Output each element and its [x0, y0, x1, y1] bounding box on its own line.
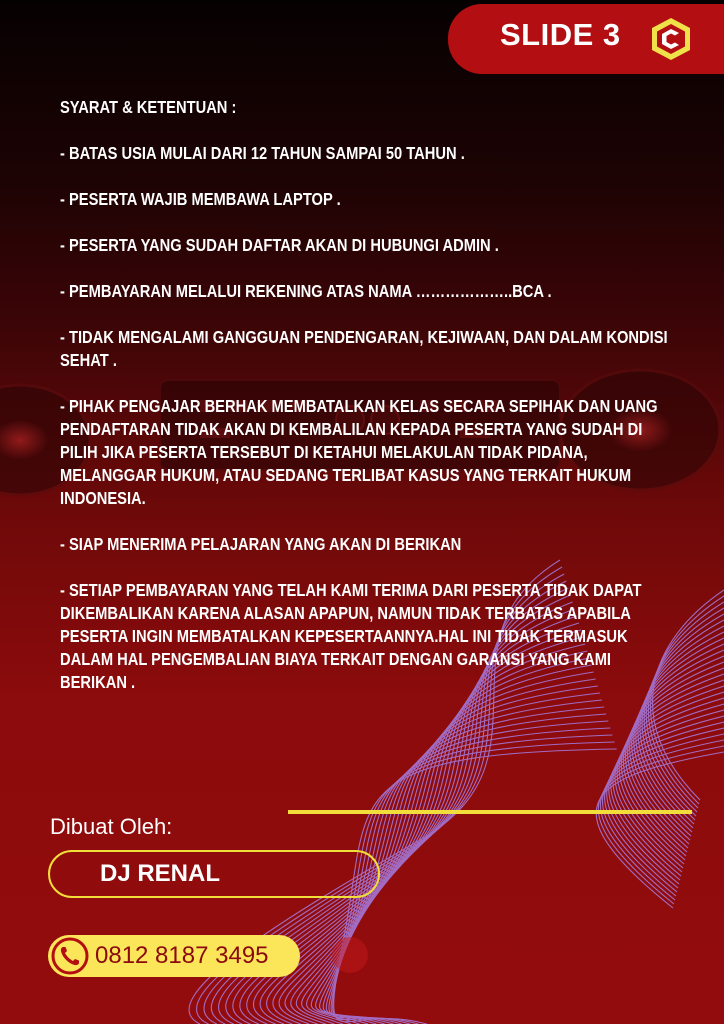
terms-item-age: - BATAS USIA MULAI DARI 12 TAHUN SAMPAI 50 TAHUN . [60, 143, 465, 163]
hexagon-c-logo-icon [648, 16, 694, 62]
author-name-badge [48, 850, 380, 898]
terms-heading: SYARAT & KETENTUAN : [60, 97, 237, 117]
divider-line [288, 810, 692, 814]
author-label: Dibuat Oleh: [50, 814, 173, 839]
terms-item-refund: - SETIAP PEMBAYARAN YANG TELAH KAMI TERIMA DARI PESERTA TIDAK DAPAT DIKEMBALIKAN KARENA ALASAN APAPUN, NAMUN TIDAK TERBATAS APABILA PESERTA INGIN MEMBATALKAN KEPESERTAANNYA.HAL INI TIDAK TERMASUK DALAM HAL PENGEMBALIAN BIAYA TERKAIT DENGAN GARANSI YANG KAMI BERIKAN . [60, 580, 642, 692]
phone-number: 0812 8187 3495 [95, 942, 269, 969]
terms-item-admin-contact: - PESERTA YANG SUDAH DAFTAR AKAN DI HUBUNGI ADMIN . [60, 235, 499, 255]
slide-number-label: SLIDE 3 [500, 17, 621, 52]
terms-item-cancellation: - PIHAK PENGAJAR BERHAK MEMBATALKAN KELAS SECARA SEPIHAK DAN UANG PENDAFTARAN TIDAK AKAN DI KEMBALILAN KEPADA PESERTA YANG SUDAH DI PILIH JIKA PESERTA TERSEBUT DI KETAHUI MELAKULAN TIDAK PIDANA, MELANGGAR HUKUM, ATAU SEDANG TERLIBAT KASUS YANG TERKAIT HUKUM INDONESIA. [60, 396, 658, 508]
author-name: DJ RENAL [99, 860, 220, 887]
phone-contact-badge[interactable] [48, 935, 300, 977]
terms-item-health: - TIDAK MENGALAMI GANGGUAN PENDENGARAN, KEJIWAAN, DAN DALAM KONDISI SEHAT . [60, 327, 668, 370]
terms-item-payment: - PEMBAYARAN MELALUI REKENING ATAS NAMA ………………..BCA . [60, 281, 552, 301]
terms-and-conditions [60, 96, 680, 717]
phone-handset-icon [50, 936, 90, 976]
terms-item-readiness: - SIAP MENERIMA PELAJARAN YANG AKAN DI BERIKAN [60, 534, 462, 554]
terms-item-laptop: - PESERTA WAJIB MEMBAWA LAPTOP . [60, 189, 341, 209]
